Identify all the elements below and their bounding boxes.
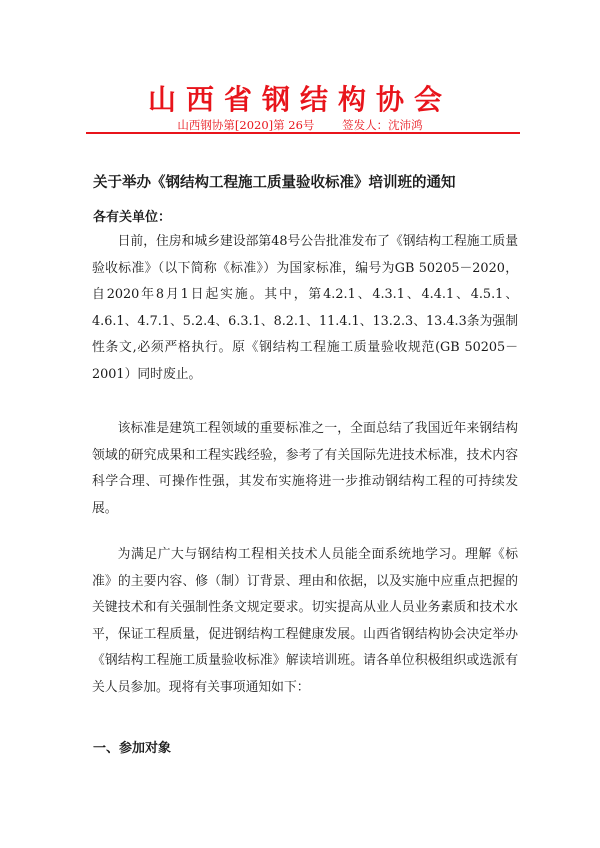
document-meta <box>0 117 600 133</box>
signer: 签发人：沈沛鸿 <box>342 118 423 132</box>
salutation: 各有关单位： <box>93 210 172 225</box>
notice-title: 关于举办《钢结构工程施工质量验收标准》培训班的通知 <box>93 174 456 191</box>
letterhead-divider <box>86 132 520 134</box>
paragraph-1 <box>92 229 518 388</box>
paragraph-text: 日前，住房和城乡建设部第48号公告批准发布了《钢结构工程施工质量验收标准》（以下简称《标准》）为国家标准，编号为GB 50205－2020，自2020年8月1日起实施。其中，第4.2.1、4.3.1、4.4.1、4.5.1、4.6.1、4.7.1、5.2.4、6.3.1、8.2.1、11.4.1、13.2.3、13.4.3条为强制性条文,必须严格执行。原《钢结构工程施工质量验收规范(GB 50205－2001）同时废止。 <box>92 234 518 382</box>
section-heading: 一、参加对象 <box>93 741 172 756</box>
paragraph-2 <box>92 416 518 522</box>
paragraph-3 <box>92 542 518 701</box>
document-number: 山西钢协第[2020]第 26号 <box>177 118 315 132</box>
paragraph-text: 为满足广大与钢结构工程相关技术人员能全面系统地学习。理解《标准》的主要内容、修（制）订背景、理由和依据，以及实施中应重点把握的关键技术和有关强制性条文规定要求。切实提高从业人员业务素质和技术水平，保证工程质量，促进钢结构工程健康发展。山西省钢结构协会决定举办《钢结构工程施工质量验收标准》解读培训班。请各单位积极组织或选派有关人员参加。现将有关事项通知如下： <box>92 547 518 695</box>
paragraph-text: 该标准是建筑工程领域的重要标准之一，全面总结了我国近年来钢结构领域的研究成果和工程实践经验，参考了有关国际先进技术标准，技术内容科学合理、可操作性强，其发布实施将进一步推动钢结构工程的可持续发展。 <box>92 421 518 516</box>
organization-name: 山西省钢结构协会 <box>147 83 452 116</box>
